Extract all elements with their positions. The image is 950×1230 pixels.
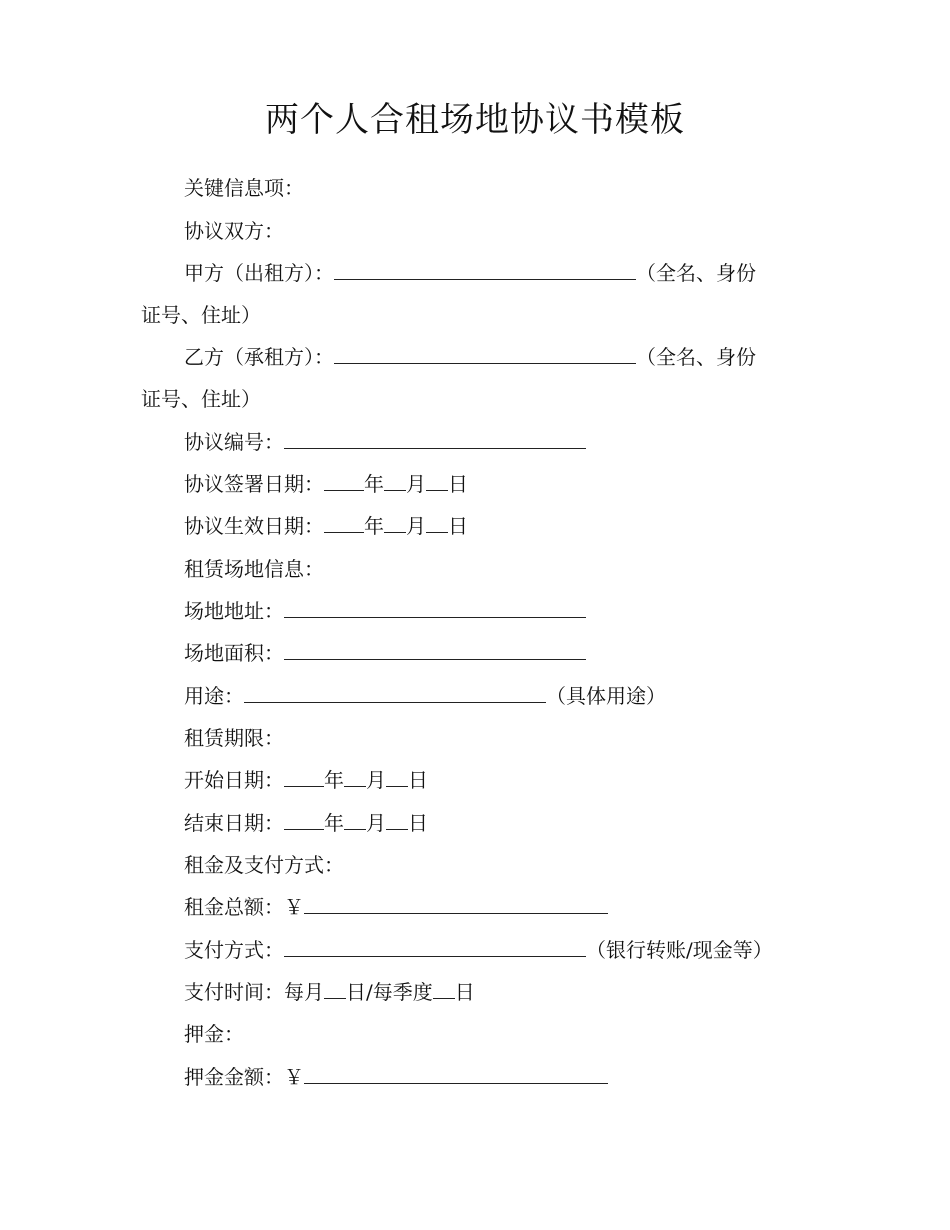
sign-date-label: 协议签署日期： xyxy=(184,472,324,496)
sign-month-blank[interactable] xyxy=(384,472,406,491)
party-b-row xyxy=(184,343,756,371)
payment-time-end: 日 xyxy=(454,980,475,1004)
deposit-amount-row xyxy=(184,1063,608,1091)
year-unit: 年 xyxy=(324,768,344,792)
venue-use-label: 用途： xyxy=(184,684,244,708)
effective-date-label: 协议生效日期： xyxy=(184,514,324,538)
rent-total-row xyxy=(184,893,608,921)
payment-method-blank[interactable] xyxy=(284,938,586,957)
key-info-heading: 关键信息项： xyxy=(184,176,304,200)
agreement-number-row xyxy=(184,428,586,456)
party-a-blank[interactable] xyxy=(334,261,636,280)
venue-address-row xyxy=(184,597,586,625)
payment-method-row xyxy=(184,936,773,964)
effective-day-blank[interactable] xyxy=(426,514,448,533)
end-date-row xyxy=(184,809,428,837)
effective-month-blank[interactable] xyxy=(384,514,406,533)
venue-use-row xyxy=(184,682,666,710)
party-b-label: 乙方（承租方）： xyxy=(184,345,334,369)
payment-method-note: （银行转账/现金等） xyxy=(586,938,773,962)
deposit-amount-label: 押金金额：￥ xyxy=(184,1065,304,1089)
sign-date-row xyxy=(184,470,468,498)
year-unit: 年 xyxy=(364,472,384,496)
end-year-blank[interactable] xyxy=(284,811,324,830)
end-month-blank[interactable] xyxy=(344,811,366,830)
start-date-label: 开始日期： xyxy=(184,768,284,792)
year-unit: 年 xyxy=(324,811,344,835)
effective-date-row xyxy=(184,512,468,540)
venue-address-blank[interactable] xyxy=(284,599,586,618)
start-month-blank[interactable] xyxy=(344,768,366,787)
term-heading: 租赁期限： xyxy=(184,726,284,750)
party-a-row xyxy=(184,259,756,287)
venue-address-label: 场地地址： xyxy=(184,599,284,623)
venue-use-note: （具体用途） xyxy=(546,684,666,708)
rent-heading: 租金及支付方式： xyxy=(184,853,344,877)
rent-total-label: 租金总额：￥ xyxy=(184,895,304,919)
month-unit: 月 xyxy=(366,811,386,835)
venue-area-label: 场地面积： xyxy=(184,641,284,665)
party-a-label: 甲方（出租方）： xyxy=(184,261,334,285)
party-b-blank[interactable] xyxy=(334,345,636,364)
effective-year-blank[interactable] xyxy=(324,514,364,533)
venue-area-row xyxy=(184,639,586,667)
party-b-note: （全名、身份 xyxy=(636,345,756,369)
payment-time-label: 支付时间：每月 xyxy=(184,980,324,1004)
agreement-number-label: 协议编号： xyxy=(184,430,284,454)
day-unit: 日 xyxy=(408,811,428,835)
payment-method-label: 支付方式： xyxy=(184,938,284,962)
sign-day-blank[interactable] xyxy=(426,472,448,491)
end-date-label: 结束日期： xyxy=(184,811,284,835)
party-a-note-cont: 证号、住址） xyxy=(141,303,261,327)
document-title: 两个人合租场地协议书模板 xyxy=(265,100,685,140)
payment-day-quarterly-blank[interactable] xyxy=(433,980,455,999)
agreement-number-blank[interactable] xyxy=(284,430,586,449)
party-a-note: （全名、身份 xyxy=(636,261,756,285)
start-year-blank[interactable] xyxy=(284,768,324,787)
payment-time-row xyxy=(184,978,475,1006)
day-unit: 日 xyxy=(448,472,468,496)
venue-area-blank[interactable] xyxy=(284,641,586,660)
venue-use-blank[interactable] xyxy=(244,684,546,703)
month-unit: 月 xyxy=(366,768,386,792)
party-b-note-cont: 证号、住址） xyxy=(141,387,261,411)
parties-heading: 协议双方： xyxy=(184,219,284,243)
deposit-heading: 押金： xyxy=(184,1022,244,1046)
day-unit: 日 xyxy=(448,514,468,538)
rent-total-blank[interactable] xyxy=(304,895,608,914)
year-unit: 年 xyxy=(364,514,384,538)
month-unit: 月 xyxy=(406,514,426,538)
month-unit: 月 xyxy=(406,472,426,496)
start-day-blank[interactable] xyxy=(386,768,408,787)
venue-heading: 租赁场地信息： xyxy=(184,557,324,581)
payment-day-monthly-blank[interactable] xyxy=(324,980,346,999)
start-date-row xyxy=(184,766,428,794)
sign-year-blank[interactable] xyxy=(324,472,364,491)
deposit-amount-blank[interactable] xyxy=(304,1065,608,1084)
day-unit: 日 xyxy=(408,768,428,792)
end-day-blank[interactable] xyxy=(386,811,408,830)
payment-time-mid: 日/每季度 xyxy=(346,980,433,1004)
